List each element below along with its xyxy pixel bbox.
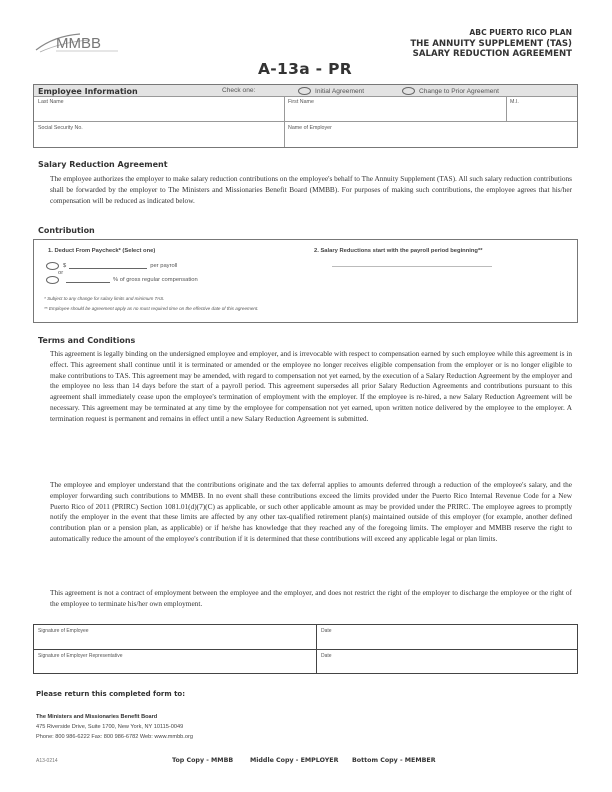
initial-agreement-radio[interactable] xyxy=(298,87,311,95)
return-contact: Phone: 800 986-6222 Fax: 800 986-6782 Web: www.mmbb.org xyxy=(36,734,193,740)
return-org: The Ministers and Missionaries Benefit Board xyxy=(36,714,158,720)
signature-box xyxy=(33,624,578,674)
dollar-option[interactable]: $ per payroll xyxy=(46,262,177,270)
employee-signature-field[interactable]: Signature of Employee xyxy=(38,628,89,634)
employee-info-heading: Employee Information xyxy=(38,87,138,96)
start-period-input[interactable] xyxy=(332,266,492,267)
start-period-label: 2. Salary Reductions start with the payroll period beginning** xyxy=(314,248,483,254)
header-block xyxy=(410,28,572,59)
return-heading: Please return this completed form to: xyxy=(36,690,186,698)
terms-paragraph-2: The employee and employer understand that the contributions originate and the tax deferral applies to amounts deferred through a reduction of the employee's salary, and the employer forwarding such contributions to MMBB. In no event shall these contributions exceed the limits provided under the Puerto Rico Internal Revenue Code for a New Puerto Rico of 2011 (PRIRC) Section 1081.01(d)(7)(C) as applicable, or such other applicable amount as may be provided under the PRIRC. The employee agrees to promptly notify the employer in the event that these limits are affected by any other tax-qualified retirement plan(s) maintained outside of this employer (for example, another defined contribution plan or a pension plan, as applicable) or if he/she has knowledge that they reached any of the foregoing limits. The employer and MMBB reserve the right to automatically reduce the amount of the employee's contribution if it is determined that these contributions will exceed any applicable legal or plan limits. xyxy=(50,480,572,543)
percent-amount-input[interactable] xyxy=(66,277,110,283)
percent-radio[interactable] xyxy=(46,276,59,284)
plan-name: ABC PUERTO RICO PLAN xyxy=(469,28,572,37)
salary-reduction-heading: Salary Reduction Agreement xyxy=(38,160,168,169)
terms-heading: Terms and Conditions xyxy=(38,336,136,345)
dollar-amount-input[interactable] xyxy=(69,263,147,269)
employee-info-box xyxy=(33,84,578,148)
middle-copy-label: Middle Copy - EMPLOYER xyxy=(250,757,339,764)
first-name-field[interactable]: First Name xyxy=(288,99,314,105)
mi-field[interactable]: M.I. xyxy=(510,99,519,105)
employer-signature-field[interactable]: Signature of Employer Representative xyxy=(38,653,123,659)
ssn-field[interactable]: Social Security No. xyxy=(38,125,83,131)
employer-name-field[interactable]: Name of Employer xyxy=(288,125,332,131)
initial-agreement-option[interactable]: Initial Agreement xyxy=(298,87,364,95)
change-agreement-radio[interactable] xyxy=(402,87,415,95)
logo-text: MMBB xyxy=(56,35,101,52)
plan-title-line1: THE ANNUITY SUPPLEMENT (TAS) xyxy=(410,39,572,49)
change-agreement-option[interactable]: Change to Prior Agreement xyxy=(402,87,499,95)
percent-option[interactable]: % of gross regular compensation xyxy=(46,276,198,284)
last-name-field[interactable]: Last Name xyxy=(38,99,64,105)
return-address: 475 Riverside Drive, Suite 1700, New York, NY 10115-0049 xyxy=(36,724,184,730)
deduct-paycheck-label: 1. Deduct From Paycheck* (Select one) xyxy=(48,248,156,254)
form-number: A-13a - PR xyxy=(258,60,352,78)
contribution-box xyxy=(33,239,578,323)
top-copy-label: Top Copy - MMBB xyxy=(172,757,234,764)
contribution-heading: Contribution xyxy=(38,226,95,235)
form-code: A13-0214 xyxy=(36,758,58,764)
check-one-label: Check one: xyxy=(222,87,256,94)
bottom-copy-label: Bottom Copy - MEMBER xyxy=(352,757,436,764)
employer-date-field[interactable]: Date xyxy=(321,653,332,659)
terms-paragraph-3: This agreement is not a contract of employment between the employee and the employer, and does not restrict the right of the employer to discharge the employee or the right of the employee to terminate his/her own employment. xyxy=(50,588,572,608)
employee-date-field[interactable]: Date xyxy=(321,628,332,634)
terms-paragraph-1: This agreement is legally binding on the undersigned employee and employer, and is irrevocable with respect to compensation earned by such employee while this agreement is in effect. This agreement shall continue until it is terminated or amended or the employee no longer receives eligible compensation from the employer or is no longer eligible to make contributions to TAS. This agreement may be amended, with regard to compensation not yet earned, by the execution of a Salary Reduction Agreement by the employer and the employee no less than 14 days before the start of a payroll period. This agreement supersedes all prior Salary Reduction Agreements and contributions pursuant to this agreement shall immediately cease upon the employee's termination of employment with the employer. If the employee is re-hired, a new Salary Reduction Agreement will be necessary. This agreement may be terminated at any time by the employee for compensation not yet earned, upon written notice delivered by the employee to the employer. A termination request is permanent and remains in effect until a new Salary Reduction Agreement is submitted. xyxy=(50,349,572,423)
dollar-radio[interactable] xyxy=(46,262,59,270)
footnote-2: ** Employee should be agreement apply as no must required time on the effective date of this agreement. xyxy=(44,306,259,311)
or-label: or xyxy=(58,270,64,276)
mmbb-logo xyxy=(34,30,124,56)
footnote-1: * Subject to any change for salary limits and minimum TAS. xyxy=(44,296,165,301)
salary-reduction-text: The employee authorizes the employer to make salary reduction contributions on the employee's behalf to The Annuity Supplement (TAS). All such salary reduction contributions shall be forwarded by the employer to The Ministers and Missionaries Benefit Board (MMBB). For purposes of making such contributions, the employee agrees that his/her compensation will be reduced as indicated below. xyxy=(50,174,572,205)
plan-title-line2: SALARY REDUCTION AGREEMENT xyxy=(412,49,572,59)
